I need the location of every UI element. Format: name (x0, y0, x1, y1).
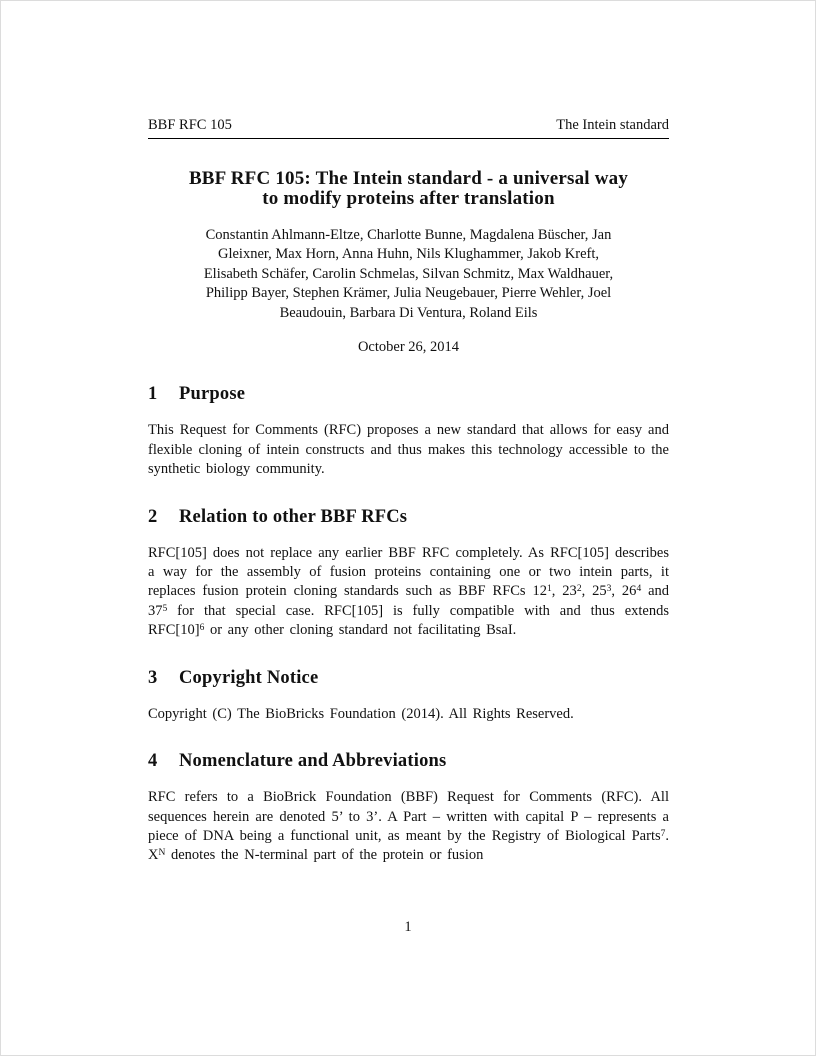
section-number: 4 (148, 751, 158, 772)
running-header (148, 117, 669, 133)
author-line: Constantin Ahlmann-Eltze, Charlotte Bunne, Magdalena Büscher, Jan (205, 227, 612, 243)
section-heading-nomenclature (148, 750, 669, 773)
author-line: Elisabeth Schäfer, Carolin Schmelas, Silvan Schmitz, Max Waldhauer, (203, 265, 614, 282)
text-column (148, 1, 669, 866)
section-title: Relation to other BBF RFCs (179, 506, 408, 527)
section-number: 2 (148, 506, 158, 527)
section-paragraph-nomenclature: RFC refers to a BioBrick Foundation (BBF) Request for Comments (RFC). All sequences herein are denoted 5’ to 3’. A Part – written with capital P – represents a piece of DNA being a functional unit, as meant by the Registry of Biological Parts$^7$. $X^N$ denotes the N-terminal part of the protein or fusion (148, 789, 669, 864)
running-header-left: BBF RFC 105 (148, 117, 232, 133)
section-title: Purpose (179, 384, 246, 405)
author-line: Gleixner, Max Horn, Anna Huhn, Nils Klughammer, Jakob Kreft, (217, 246, 599, 263)
section-title: Copyright Notice (179, 667, 319, 688)
section-number: 3 (148, 667, 158, 688)
header-rule (148, 138, 669, 139)
section-title: Nomenclature and Abbreviations (179, 751, 447, 772)
section-heading-relation (148, 506, 669, 529)
document-title-line-2: to modify proteins after translation (262, 188, 555, 209)
author-line: Beaudouin, Barbara Di Ventura, Roland Eils (279, 304, 538, 321)
section-number: 1 (148, 384, 158, 405)
section-heading-purpose (148, 383, 669, 406)
section-paragraph-relation: RFC[105] does not replace any earlier BBF RFC completely. As RFC[105] describes a way for the assembly of fusion proteins containing one or two intein parts, it replaces fusion protein cloning standards such as BBF RFCs $12^1$, $23^2$, $25^3$, $26^4$ and $37^5$ for that special case. RFC[105] is fully compatible with and thus extends $RFC[10]^6$ or any other cloning standard not facilitating BsaI. (148, 544, 670, 639)
document-title (148, 169, 669, 209)
running-header-right: The Intein standard (556, 117, 669, 133)
page-number: 1 (404, 919, 412, 935)
author-list (148, 226, 669, 323)
author-line: Philipp Bayer, Stephen Krämer, Julia Neugebauer, Pierre Wehler, Joel (205, 285, 612, 302)
section-paragraph-copyright: Copyright (C) The BioBricks Foundation (2014). All Rights Reserved. (148, 705, 574, 722)
section-paragraph-purpose: This Request for Comments (RFC) proposes a new standard that allows for easy and flexible cloning of intein constructs and thus makes this technology accessible to the synthetic biology community. (148, 422, 669, 478)
document-title-line-1: BBF RFC 105: The Intein standard - a universal way (188, 168, 629, 189)
publication-date: October 26, 2014 (357, 339, 460, 356)
section-heading-copyright (148, 667, 669, 690)
